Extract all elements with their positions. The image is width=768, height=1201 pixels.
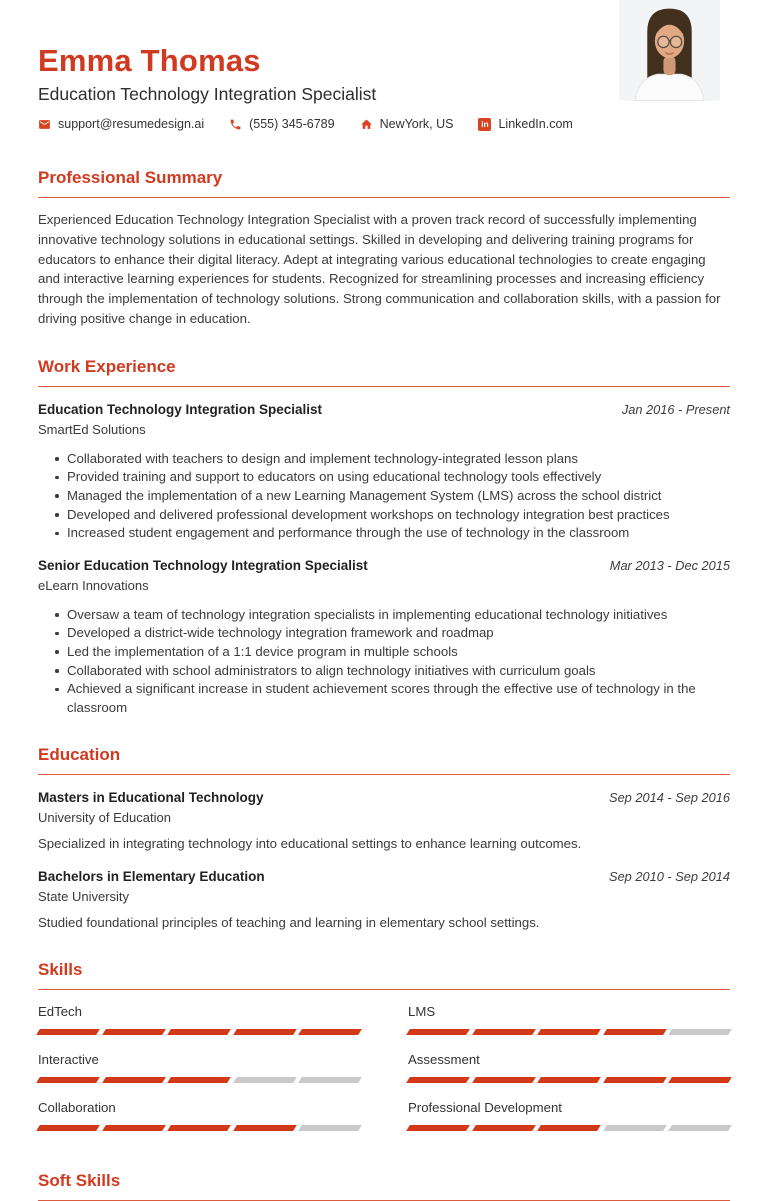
job-title: Education Technology Integration Specialist: [38, 401, 323, 417]
job-header: [38, 401, 730, 418]
skill-level-bar: [408, 1029, 730, 1035]
skill-name: Assessment: [408, 1052, 480, 1068]
contact-phone-text: (555) 345-6789: [249, 117, 335, 131]
education-entry: [38, 868, 730, 933]
skill-name: EdTech: [38, 1004, 82, 1020]
skill-item: [38, 1004, 360, 1035]
skill-name: Professional Development: [408, 1100, 562, 1116]
education-description: Studied foundational principles of teaching and learning in elementary school settings.: [38, 914, 540, 930]
education-header: [38, 868, 730, 885]
job-header: [38, 557, 730, 574]
profile-photo-illustration: [619, 0, 720, 101]
skill-item: [38, 1100, 360, 1131]
job-bullet: Achieved a significant increase in student achievement scores through the effective use of technology in the classroom: [55, 680, 730, 717]
degree-title: Bachelors in Elementary Education: [38, 868, 265, 884]
job-bullet: Oversaw a team of technology integration specialists in implementing educational technology initiatives: [55, 606, 730, 625]
job-bullet: Collaborated with teachers to design and implement technology-integrated lesson plans: [55, 450, 730, 469]
job-bullet: Managed the implementation of a new Learning Management System (LMS) across the school district: [55, 487, 730, 506]
contact-location: [360, 117, 454, 131]
contact-linkedin-text: LinkedIn.com: [498, 117, 573, 131]
job-title: Senior Education Technology Integration Specialist: [38, 557, 368, 573]
skill-item: [408, 1100, 730, 1131]
contact-linkedin[interactable]: [478, 117, 572, 131]
soft-skills-heading: Soft Skills: [38, 1171, 730, 1201]
education-dates: Sep 2014 - Sep 2016: [609, 790, 730, 806]
job-bullet-list: [38, 606, 730, 718]
linkedin-icon: in: [478, 118, 491, 131]
resume-header: [38, 0, 730, 131]
section-professional-summary: [38, 168, 730, 329]
skill-name: LMS: [408, 1004, 436, 1020]
degree-title: Masters in Educational Technology: [38, 790, 264, 806]
skill-level-bar: [408, 1077, 730, 1083]
skill-item: [38, 1052, 360, 1083]
contact-phone[interactable]: [229, 117, 334, 131]
job-entry: [38, 557, 730, 718]
skill-level-bar: [38, 1029, 360, 1035]
skill-level-bar: [408, 1125, 730, 1131]
school-name: University of Education: [38, 810, 171, 826]
skill-level-bar: [38, 1125, 360, 1131]
job-bullet: Provided training and support to educators on using educational technology tools effectively: [55, 468, 730, 487]
skill-name: Interactive: [38, 1052, 99, 1068]
contact-email[interactable]: [38, 117, 204, 131]
skill-level-bar: [38, 1077, 360, 1083]
contact-location-text: NewYork, US: [379, 117, 454, 131]
summary-heading: Professional Summary: [38, 168, 730, 198]
job-company: SmartEd Solutions: [38, 421, 146, 437]
contact-row: [38, 117, 730, 131]
work-heading: Work Experience: [38, 357, 730, 387]
job-dates: Mar 2013 - Dec 2015: [609, 557, 730, 573]
section-soft-skills: [38, 1171, 730, 1201]
section-work-experience: [38, 357, 730, 718]
phone-icon: [229, 118, 242, 131]
skill-item: [408, 1004, 730, 1035]
skills-grid: [38, 1004, 730, 1131]
school-name: State University: [38, 888, 130, 904]
email-icon: [38, 118, 51, 131]
person-title: Education Technology Integration Specialist: [38, 84, 377, 104]
job-bullet: Developed a district-wide technology integration framework and roadmap: [55, 624, 730, 643]
education-description: Specialized in integrating technology into educational settings to enhance learning outcomes.: [38, 836, 582, 852]
job-bullet: Led the implementation of a 1:1 device program in multiple schools: [55, 643, 730, 662]
job-bullet: Collaborated with school administrators to align technology initiatives with curriculum goals: [55, 662, 730, 681]
education-entry: [38, 789, 730, 854]
skills-heading: Skills: [38, 960, 730, 990]
job-bullet: Developed and delivered professional development workshops on technology integration best practices: [55, 506, 730, 525]
section-skills: [38, 960, 730, 1131]
job-company: eLearn Innovations: [38, 577, 149, 593]
job-bullet: Increased student engagement and performance through the use of technology in the classroom: [55, 524, 730, 543]
person-name: Emma Thomas: [38, 43, 261, 78]
contact-email-text: support@resumedesign.ai: [58, 117, 205, 131]
profile-photo: [619, 0, 720, 101]
home-icon: [360, 118, 373, 131]
summary-text: Experienced Education Technology Integration Specialist with a proven track record of successfully implementing innovative technology solutions in educational settings. Skilled in developing and delivering training programs for educators to enhance their digital literacy. Adept at integrating various educational technologies to create engaging and interactive learning experiences for students. Recognized for streamlining processes and increasing efficiency through the implementation of technology solutions. Strong communication and collaboration skills, with a passion for driving positive change in education.: [38, 212, 721, 326]
job-bullet-list: [38, 450, 730, 543]
education-header: [38, 789, 730, 806]
skill-item: [408, 1052, 730, 1083]
job-entry: [38, 401, 730, 543]
education-heading: Education: [38, 745, 730, 775]
skill-name: Collaboration: [38, 1100, 116, 1116]
section-education: [38, 745, 730, 932]
education-dates: Sep 2010 - Sep 2014: [609, 868, 730, 884]
job-dates: Jan 2016 - Present: [621, 401, 730, 417]
